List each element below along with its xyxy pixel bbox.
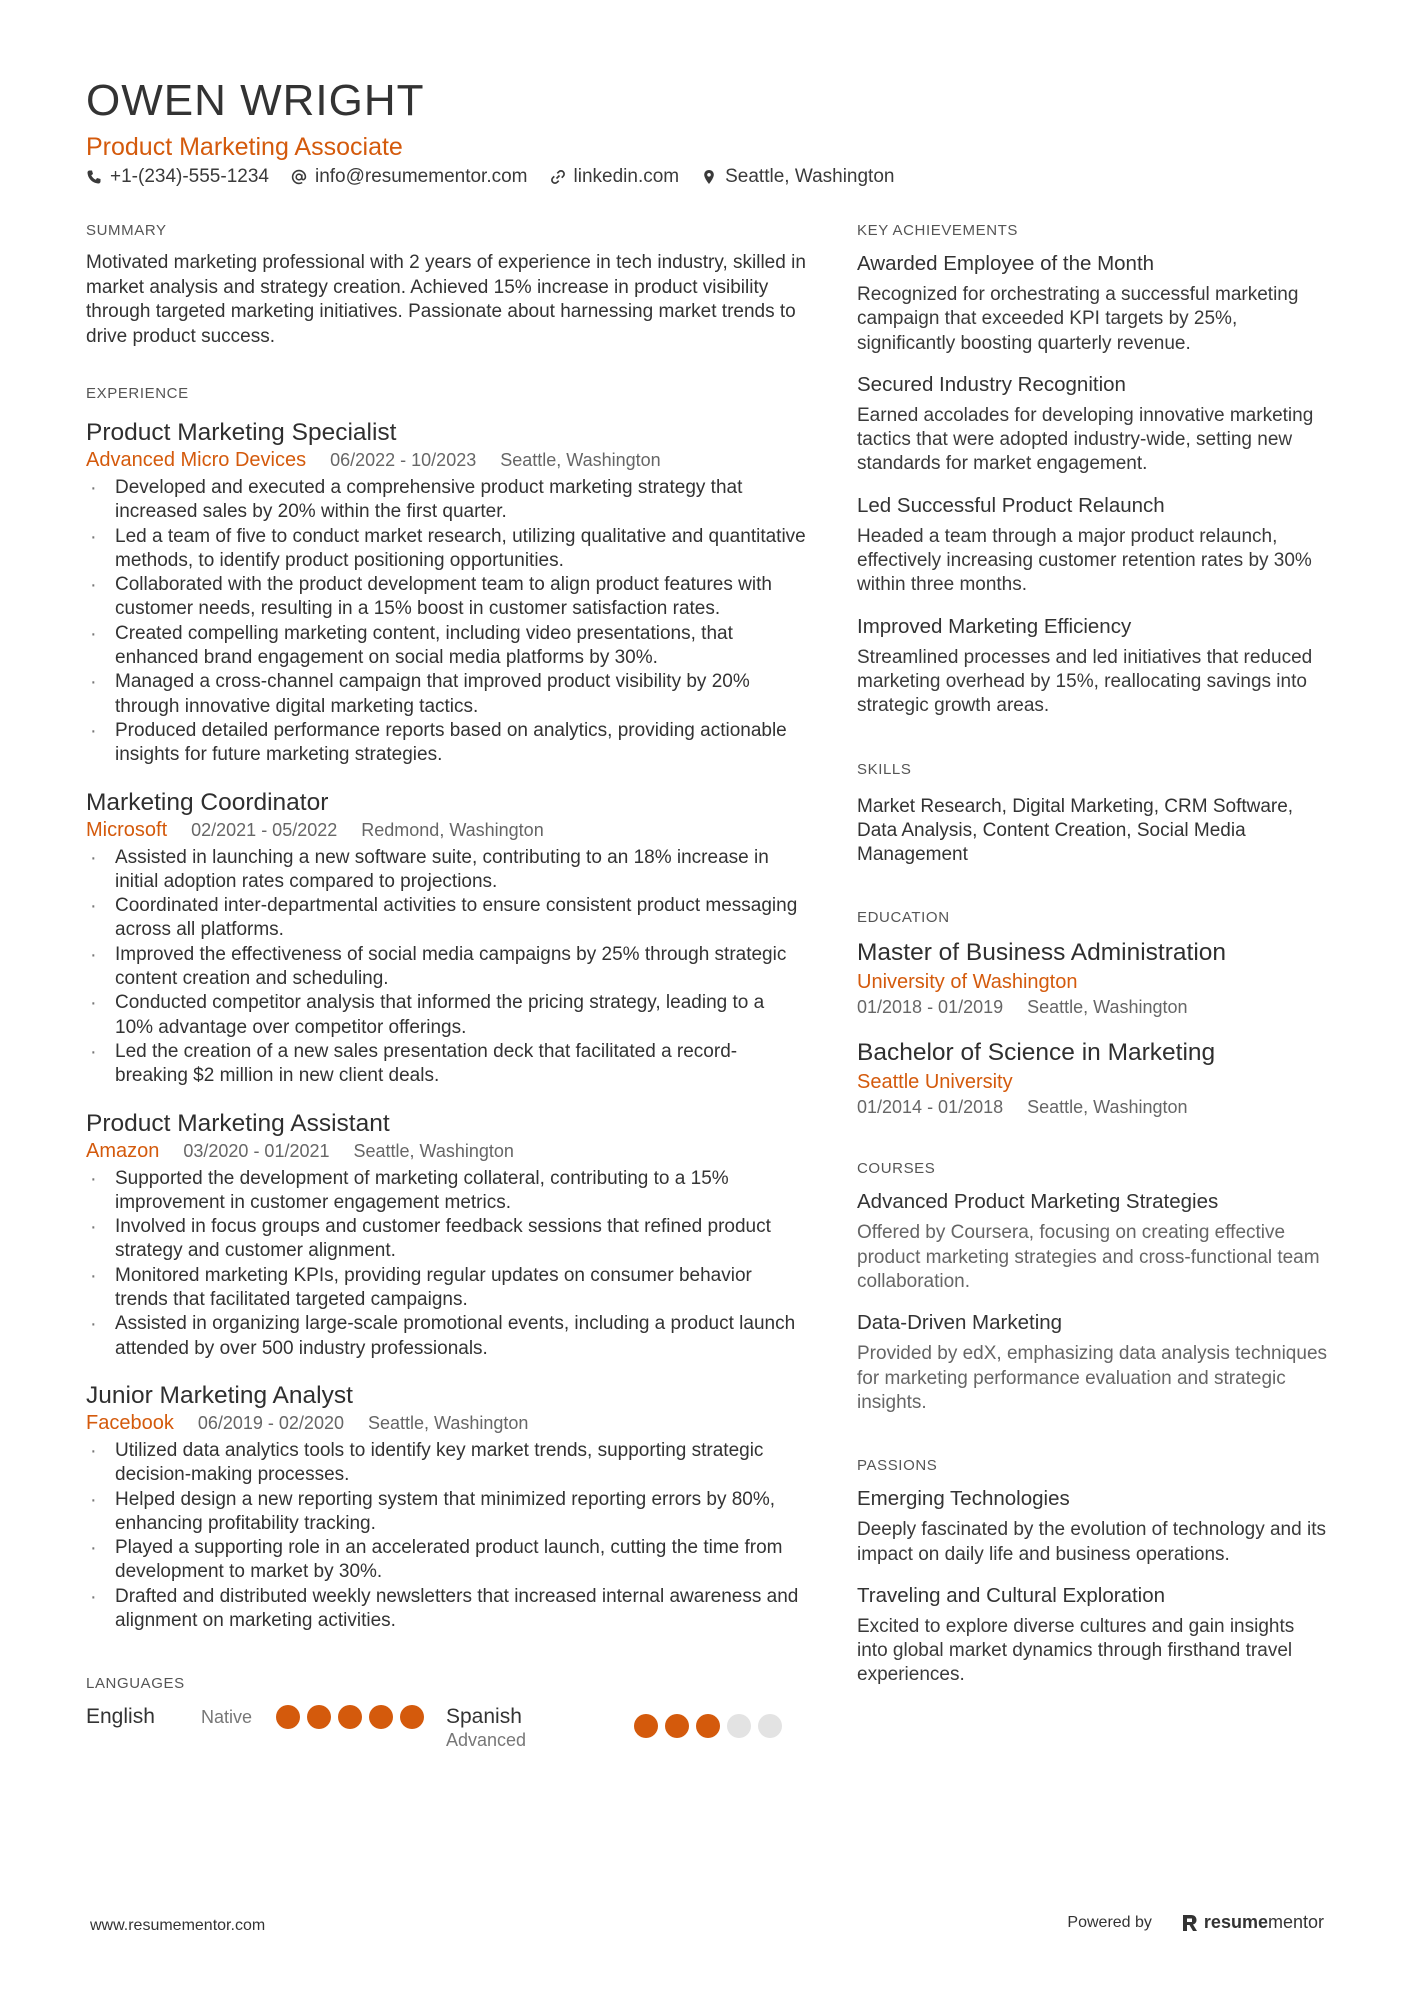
- course-item: [857, 1189, 1327, 1294]
- at-icon: [291, 169, 307, 185]
- right-column: [857, 222, 1327, 1688]
- job-dates: 06/2022 - 10/2023: [330, 450, 477, 470]
- passion-item-desc: Excited to explore diverse cultures and gain insights into global market dynamics through firsthand travel experiences.: [857, 1615, 1295, 1686]
- education-meta: [857, 996, 1327, 1018]
- achievement-item: [857, 493, 1327, 598]
- job-bullet: · Conducted competitor analysis that informed the pricing strategy, leading to a 10% advantage over competitor offerings.: [86, 991, 806, 1040]
- education-degree: Bachelor of Science in Marketing: [857, 1039, 1216, 1067]
- candidate-name: OWEN WRIGHT: [86, 76, 425, 125]
- education-school: Seattle University: [857, 1071, 1013, 1094]
- brand-logo[interactable]: [1182, 1912, 1324, 1933]
- summary-heading: SUMMARY: [86, 222, 167, 239]
- job-company: Facebook: [86, 1411, 174, 1434]
- job-dates: 02/2021 - 05/2022: [191, 819, 338, 840]
- education-school: University of Washington: [857, 971, 1078, 994]
- language-item: [86, 1704, 446, 1751]
- language-rating: [634, 1714, 789, 1738]
- job-bullet: · Monitored marketing KPIs, providing regular updates on consumer behavior trends that facilitated targeted campaigns.: [86, 1264, 806, 1313]
- contact-phone: [86, 166, 269, 188]
- job-bullet: · Supported the development of marketing collateral, contributing to a 15% improvement in customer engagement metrics.: [86, 1167, 806, 1216]
- skills-heading: SKILLS: [857, 760, 912, 778]
- job-bullet: · Played a supporting role in an accelerated product launch, cutting the time from development to market by 30%.: [86, 1536, 806, 1585]
- job-company: Microsoft: [86, 818, 168, 841]
- language-text: [446, 1704, 634, 1751]
- language-item: [446, 1704, 806, 1751]
- course-item-title: Advanced Product Marketing Strategies: [857, 1190, 1219, 1214]
- job-company: Advanced Micro Devices: [86, 449, 307, 471]
- job-bullet: · Drafted and distributed weekly newsletters that increased internal awareness and alignment on marketing activities.: [86, 1585, 806, 1634]
- job-location: Redmond, Washington: [361, 819, 544, 840]
- courses-list: [857, 1189, 1327, 1415]
- phone-icon: [86, 169, 102, 185]
- job-bullet: · Coordinated inter-departmental activities to ensure consistent product messaging across all platforms.: [86, 894, 806, 943]
- passion-item-title: Emerging Technologies: [857, 1487, 1070, 1511]
- footer-website[interactable]: www.resumementor.com: [90, 1917, 266, 1934]
- achievements-heading: KEY ACHIEVEMENTS: [857, 222, 1019, 239]
- language-name: Spanish: [446, 1705, 522, 1729]
- job-meta: [86, 818, 806, 842]
- summary-text: Motivated marketing professional with 2 years of experience in tech industry, skilled in market analysis and strategy creation. Achieved 15% increase in product visibility through targeted marketing initiatives. Passionate about harnessing market trends to drive product success.: [86, 252, 806, 347]
- education-dates: 01/2018 - 01/2019: [857, 997, 1004, 1018]
- job-bullets: [86, 846, 806, 1089]
- education-list: [857, 938, 1327, 1118]
- achievement-item-desc: Recognized for orchestrating a successful marketing campaign that exceeded KPI targets by 25%, significantly boosting quarterly revenue.: [857, 284, 1299, 354]
- courses-heading: COURSES: [857, 1160, 936, 1178]
- job-bullet: · Utilized data analytics tools to identify key market trends, supporting strategic decision-making processes.: [86, 1439, 806, 1488]
- rating-dot-empty: [727, 1714, 751, 1738]
- achievement-item-desc: Headed a team through a major product relaunch, effectively increasing customer retention rates by 30% within three months.: [857, 525, 1312, 596]
- achievements-list: [857, 251, 1327, 719]
- brand-text-a: resume: [1203, 1912, 1268, 1932]
- achievement-item: [857, 372, 1327, 477]
- job-bullet: · Collaborated with the product development team to align product features with customer needs, resulting in a 15% boost in customer satisfaction rates.: [86, 573, 806, 622]
- education-location: Seattle, Washington: [1027, 997, 1188, 1018]
- job-location: Seattle, Washington: [367, 1412, 529, 1433]
- job-entry: [86, 418, 806, 768]
- rating-dot-filled: [338, 1705, 362, 1729]
- rating-dot-filled: [634, 1714, 658, 1738]
- passion-item: [857, 1583, 1327, 1688]
- achievement-item-title: Led Successful Product Relaunch: [857, 493, 1165, 517]
- job-company: Amazon: [86, 1139, 160, 1162]
- job-entry: [86, 1109, 806, 1361]
- job-location: Seattle, Washington: [500, 450, 661, 470]
- job-dates: 06/2019 - 02/2020: [197, 1412, 344, 1433]
- education-item: [857, 938, 1327, 1018]
- course-item: [857, 1310, 1327, 1415]
- rating-dot-filled: [369, 1705, 393, 1729]
- education-item: [857, 1038, 1327, 1118]
- job-bullet: · Managed a cross-channel campaign that improved product visibility by 20% through innovative digital marketing tactics.: [86, 670, 806, 719]
- language-name: English: [86, 1705, 155, 1729]
- experience-heading: EXPERIENCE: [86, 385, 189, 402]
- job-bullet: · Improved the effectiveness of social media campaigns by 25% through strategic content creation and scheduling.: [86, 943, 806, 992]
- education-degree: Master of Business Administration: [857, 939, 1227, 967]
- rating-dot-filled: [276, 1705, 300, 1729]
- job-meta: [86, 1411, 806, 1435]
- job-bullet: · Developed and executed a comprehensive product marketing strategy that increased sales by 20% within the first quarter.: [86, 476, 806, 525]
- passions-heading: PASSIONS: [857, 1457, 938, 1475]
- languages-heading: LANGUAGES: [86, 1675, 185, 1693]
- job-dates: 03/2020 - 01/2021: [183, 1140, 330, 1161]
- passion-item-desc: Deeply fascinated by the evolution of technology and its impact on daily life and business operations.: [857, 1519, 1326, 1565]
- job-bullets: [86, 1439, 806, 1633]
- job-bullet: · Created compelling marketing content, including video presentations, that enhanced brand engagement on social media platforms by 30%.: [86, 622, 806, 671]
- job-bullets: [86, 476, 806, 768]
- education-heading: EDUCATION: [857, 909, 950, 927]
- course-item-desc: Provided by edX, emphasizing data analysis techniques for marketing performance evaluation and strategic insights.: [857, 1343, 1328, 1413]
- contact-linkedin-text: linkedin.com: [573, 166, 680, 187]
- contact-location-text: Seattle, Washington: [725, 166, 895, 187]
- location-pin-icon: [701, 169, 717, 185]
- language-level: Native: [201, 1707, 253, 1728]
- achievement-item: [857, 614, 1327, 719]
- job-bullet: · Assisted in launching a new software suite, contributing to an 18% increase in initial adoption rates compared to projections.: [86, 846, 806, 895]
- rating-dot-filled: [400, 1705, 424, 1729]
- achievement-item-desc: Earned accolades for developing innovative marketing tactics that were adopted industry-wide, setting new standards for market engagement.: [857, 404, 1314, 475]
- contact-email: [291, 166, 528, 188]
- link-icon: [550, 169, 566, 185]
- achievement-item-title: Secured Industry Recognition: [857, 372, 1126, 396]
- job-title: Marketing Coordinator: [86, 788, 329, 816]
- contact-linkedin: [550, 166, 680, 188]
- footer-branding: [1067, 1912, 1324, 1933]
- job-bullet: · Helped design a new reporting system that minimized reporting errors by 80%, enhancing profitability tracking.: [86, 1488, 806, 1537]
- contact-email-text: info@resumementor.com: [314, 166, 528, 187]
- job-bullet: · Led a team of five to conduct market research, utilizing qualitative and quantitative methods, to identify product positioning opportunities.: [86, 525, 806, 574]
- powered-by-label: Powered by: [1067, 1913, 1152, 1931]
- job-entry: [86, 788, 806, 1089]
- achievement-item: [857, 251, 1327, 356]
- achievement-item-title: Improved Marketing Efficiency: [857, 614, 1132, 638]
- job-title: Junior Marketing Analyst: [86, 1381, 353, 1409]
- rating-dot-filled: [696, 1714, 720, 1738]
- experience-list: [86, 418, 806, 1633]
- job-bullet: · Assisted in organizing large-scale promotional events, including a product launch attended by over 500 industry professionals.: [86, 1312, 806, 1361]
- job-bullets: [86, 1167, 806, 1361]
- job-bullet: · Produced detailed performance reports based on analytics, providing actionable insights for future marketing strategies.: [86, 719, 806, 768]
- achievement-item-desc: Streamlined processes and led initiatives that reduced marketing overhead by 15%, reallocating savings into strategic growth areas.: [857, 646, 1313, 717]
- language-rating: [276, 1705, 431, 1729]
- job-location: Seattle, Washington: [353, 1140, 514, 1161]
- rating-dot-filled: [665, 1714, 689, 1738]
- passions-list: [857, 1486, 1327, 1687]
- language-level: Advanced: [446, 1730, 527, 1751]
- job-meta: [86, 1139, 806, 1163]
- job-bullet: · Involved in focus groups and customer feedback sessions that refined product strategy and customer alignment.: [86, 1215, 806, 1264]
- passion-item: [857, 1486, 1327, 1567]
- job-entry: [86, 1381, 806, 1633]
- contact-location: [701, 166, 894, 188]
- skills-text: Market Research, Digital Marketing, CRM Software, Data Analysis, Content Creation, Social Media Management: [857, 795, 1294, 866]
- contact-phone-text: +1-(234)-555-1234: [110, 166, 269, 187]
- candidate-role: Product Marketing Associate: [86, 133, 403, 161]
- education-dates: 01/2014 - 01/2018: [857, 1097, 1004, 1118]
- job-title: Product Marketing Specialist: [86, 419, 397, 446]
- education-location: Seattle, Washington: [1027, 1097, 1188, 1118]
- job-bullet: · Led the creation of a new sales presentation deck that facilitated a record-breaking $2 million in new client deals.: [86, 1040, 806, 1089]
- course-item-title: Data-Driven Marketing: [857, 1311, 1063, 1335]
- achievement-item-title: Awarded Employee of the Month: [857, 252, 1155, 275]
- rating-dot-filled: [307, 1705, 331, 1729]
- brand-text-b: mentor: [1267, 1912, 1324, 1932]
- left-column: [86, 222, 806, 1751]
- job-title: Product Marketing Assistant: [86, 1109, 390, 1137]
- rating-dot-empty: [758, 1714, 782, 1738]
- course-item-desc: Offered by Coursera, focusing on creating effective product marketing strategies and cross-functional team collaboration.: [857, 1222, 1320, 1293]
- passion-item-title: Traveling and Cultural Exploration: [857, 1583, 1166, 1607]
- job-meta: [86, 448, 806, 472]
- contact-bar: [86, 166, 916, 188]
- education-meta: [857, 1096, 1327, 1118]
- languages-list: [86, 1704, 806, 1751]
- resumementor-logo-icon: [1182, 1914, 1198, 1932]
